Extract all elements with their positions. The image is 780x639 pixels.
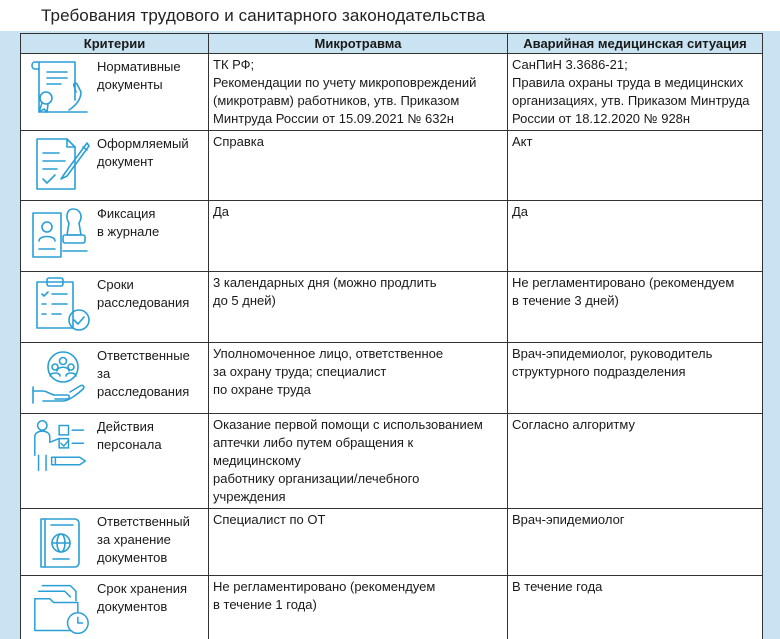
criterion-cell bbox=[21, 201, 209, 272]
cell-line: Акт bbox=[512, 134, 533, 149]
cell-line: Справка bbox=[213, 134, 264, 149]
table-row bbox=[21, 576, 763, 639]
cell-line: 3 календарных дня (можно продлить bbox=[213, 275, 437, 290]
criterion-cell bbox=[21, 343, 209, 414]
cell-line: в течение 3 дней) bbox=[512, 293, 619, 308]
header-emergency: Аварийная медицинская ситуация bbox=[508, 34, 763, 54]
cell-line: России от 18.12.2020 № 928н bbox=[512, 111, 691, 126]
criterion-label-line: расследования bbox=[97, 295, 190, 310]
criterion-label-line: Фиксация bbox=[97, 206, 156, 221]
criterion-label-line: за хранение bbox=[97, 532, 171, 547]
criterion-label-line: за расследования bbox=[97, 366, 190, 399]
header-microtrauma: Микротравма bbox=[209, 34, 508, 54]
cell-line: СанПиН 3.3686-21; bbox=[512, 57, 628, 72]
cell-line: Уполномоченное лицо, ответственное bbox=[213, 346, 444, 361]
table-header-row bbox=[21, 34, 763, 54]
cell-line: Согласно алгоритму bbox=[512, 417, 635, 432]
cell-line: Врач-эпидемиолог bbox=[512, 512, 625, 527]
table-row bbox=[21, 54, 763, 131]
microtrauma-cell bbox=[209, 131, 508, 201]
cell-line: за охрану труда; специалист bbox=[213, 364, 387, 379]
criterion-cell bbox=[21, 414, 209, 509]
criterion-label-line: персонала bbox=[97, 437, 162, 452]
cell-line: аптечки либо путем обращения к медицинскому bbox=[213, 435, 414, 468]
header-criteria: Критерии bbox=[21, 34, 209, 54]
form-pen-icon bbox=[25, 133, 97, 195]
cell-line: до 5 дней) bbox=[213, 293, 276, 308]
emergency-cell bbox=[508, 54, 763, 131]
emergency-cell bbox=[508, 576, 763, 639]
microtrauma-cell bbox=[209, 201, 508, 272]
cell-line: Врач-эпидемиолог, руководитель bbox=[512, 346, 713, 361]
microtrauma-cell bbox=[209, 576, 508, 639]
criterion-label-line: Срок хранения bbox=[97, 581, 187, 596]
table-row bbox=[21, 509, 763, 576]
criterion-label-line: документы bbox=[97, 77, 163, 92]
emergency-cell bbox=[508, 343, 763, 414]
criterion-label-line: в журнале bbox=[97, 224, 160, 239]
microtrauma-cell bbox=[209, 343, 508, 414]
cell-line: Специалист по ОТ bbox=[213, 512, 326, 527]
person-checklist-icon bbox=[25, 416, 97, 478]
table-row bbox=[21, 272, 763, 343]
cell-line: структурного подразделения bbox=[512, 364, 686, 379]
cell-line: в течение 1 года) bbox=[213, 597, 317, 612]
table-row bbox=[21, 414, 763, 509]
table-row bbox=[21, 131, 763, 201]
microtrauma-cell bbox=[209, 414, 508, 509]
cell-line: Минтруда России от 15.09.2021 № 632н bbox=[213, 111, 454, 126]
cell-line: учреждения bbox=[213, 489, 286, 504]
microtrauma-cell bbox=[209, 272, 508, 343]
criterion-label-line: документ bbox=[97, 154, 154, 169]
cell-line: (микротравм) работников, утв. Приказом bbox=[213, 93, 460, 108]
table-row bbox=[21, 201, 763, 272]
criterion-cell bbox=[21, 576, 209, 639]
checklist-clipboard-icon bbox=[25, 274, 97, 336]
emergency-cell bbox=[508, 414, 763, 509]
criterion-cell bbox=[21, 131, 209, 201]
page-title: Требования трудового и санитарного законодательства bbox=[41, 6, 486, 25]
cell-line: Да bbox=[213, 204, 230, 219]
requirements-table bbox=[20, 33, 763, 639]
microtrauma-cell bbox=[209, 509, 508, 576]
criterion-cell bbox=[21, 509, 209, 576]
passport-icon bbox=[25, 511, 97, 573]
criterion-label-line: Ответственные bbox=[97, 348, 190, 363]
cell-line: В течение года bbox=[512, 579, 603, 594]
stamp-journal-icon bbox=[25, 203, 97, 265]
emergency-cell bbox=[508, 509, 763, 576]
emergency-cell bbox=[508, 272, 763, 343]
cell-line: Не регламентировано (рекомендуем bbox=[512, 275, 735, 290]
criterion-label-line: Сроки bbox=[97, 277, 134, 292]
criterion-label-line: Нормативные bbox=[97, 59, 181, 74]
microtrauma-cell bbox=[209, 54, 508, 131]
certificate-document-icon bbox=[25, 56, 97, 118]
team-hand-icon bbox=[25, 345, 97, 407]
criterion-label-line: документов bbox=[97, 550, 168, 565]
criterion-cell bbox=[21, 54, 209, 131]
cell-line: Оказание первой помощи с использованием bbox=[213, 417, 483, 432]
criterion-label-line: Ответственный bbox=[97, 514, 190, 529]
criterion-label-line: документов bbox=[97, 599, 168, 614]
folder-clock-icon bbox=[25, 578, 97, 639]
criterion-cell bbox=[21, 272, 209, 343]
cell-line: Не регламентировано (рекомендуем bbox=[213, 579, 436, 594]
cell-line: ТК РФ; bbox=[213, 57, 255, 72]
cell-line: организациях, утв. Приказом Минтруда bbox=[512, 93, 750, 108]
cell-line: Рекомендации по учету микроповреждений bbox=[213, 75, 477, 90]
emergency-cell bbox=[508, 201, 763, 272]
cell-line: Да bbox=[512, 204, 529, 219]
cell-line: работнику организации/лечебного bbox=[213, 471, 420, 486]
cell-line: Правила охраны труда в медицинских bbox=[512, 75, 744, 90]
criterion-label-line: Оформляемый bbox=[97, 136, 189, 151]
criterion-label-line: Действия bbox=[97, 419, 154, 434]
cell-line: по охране труда bbox=[213, 382, 311, 397]
emergency-cell bbox=[508, 131, 763, 201]
table-row bbox=[21, 343, 763, 414]
